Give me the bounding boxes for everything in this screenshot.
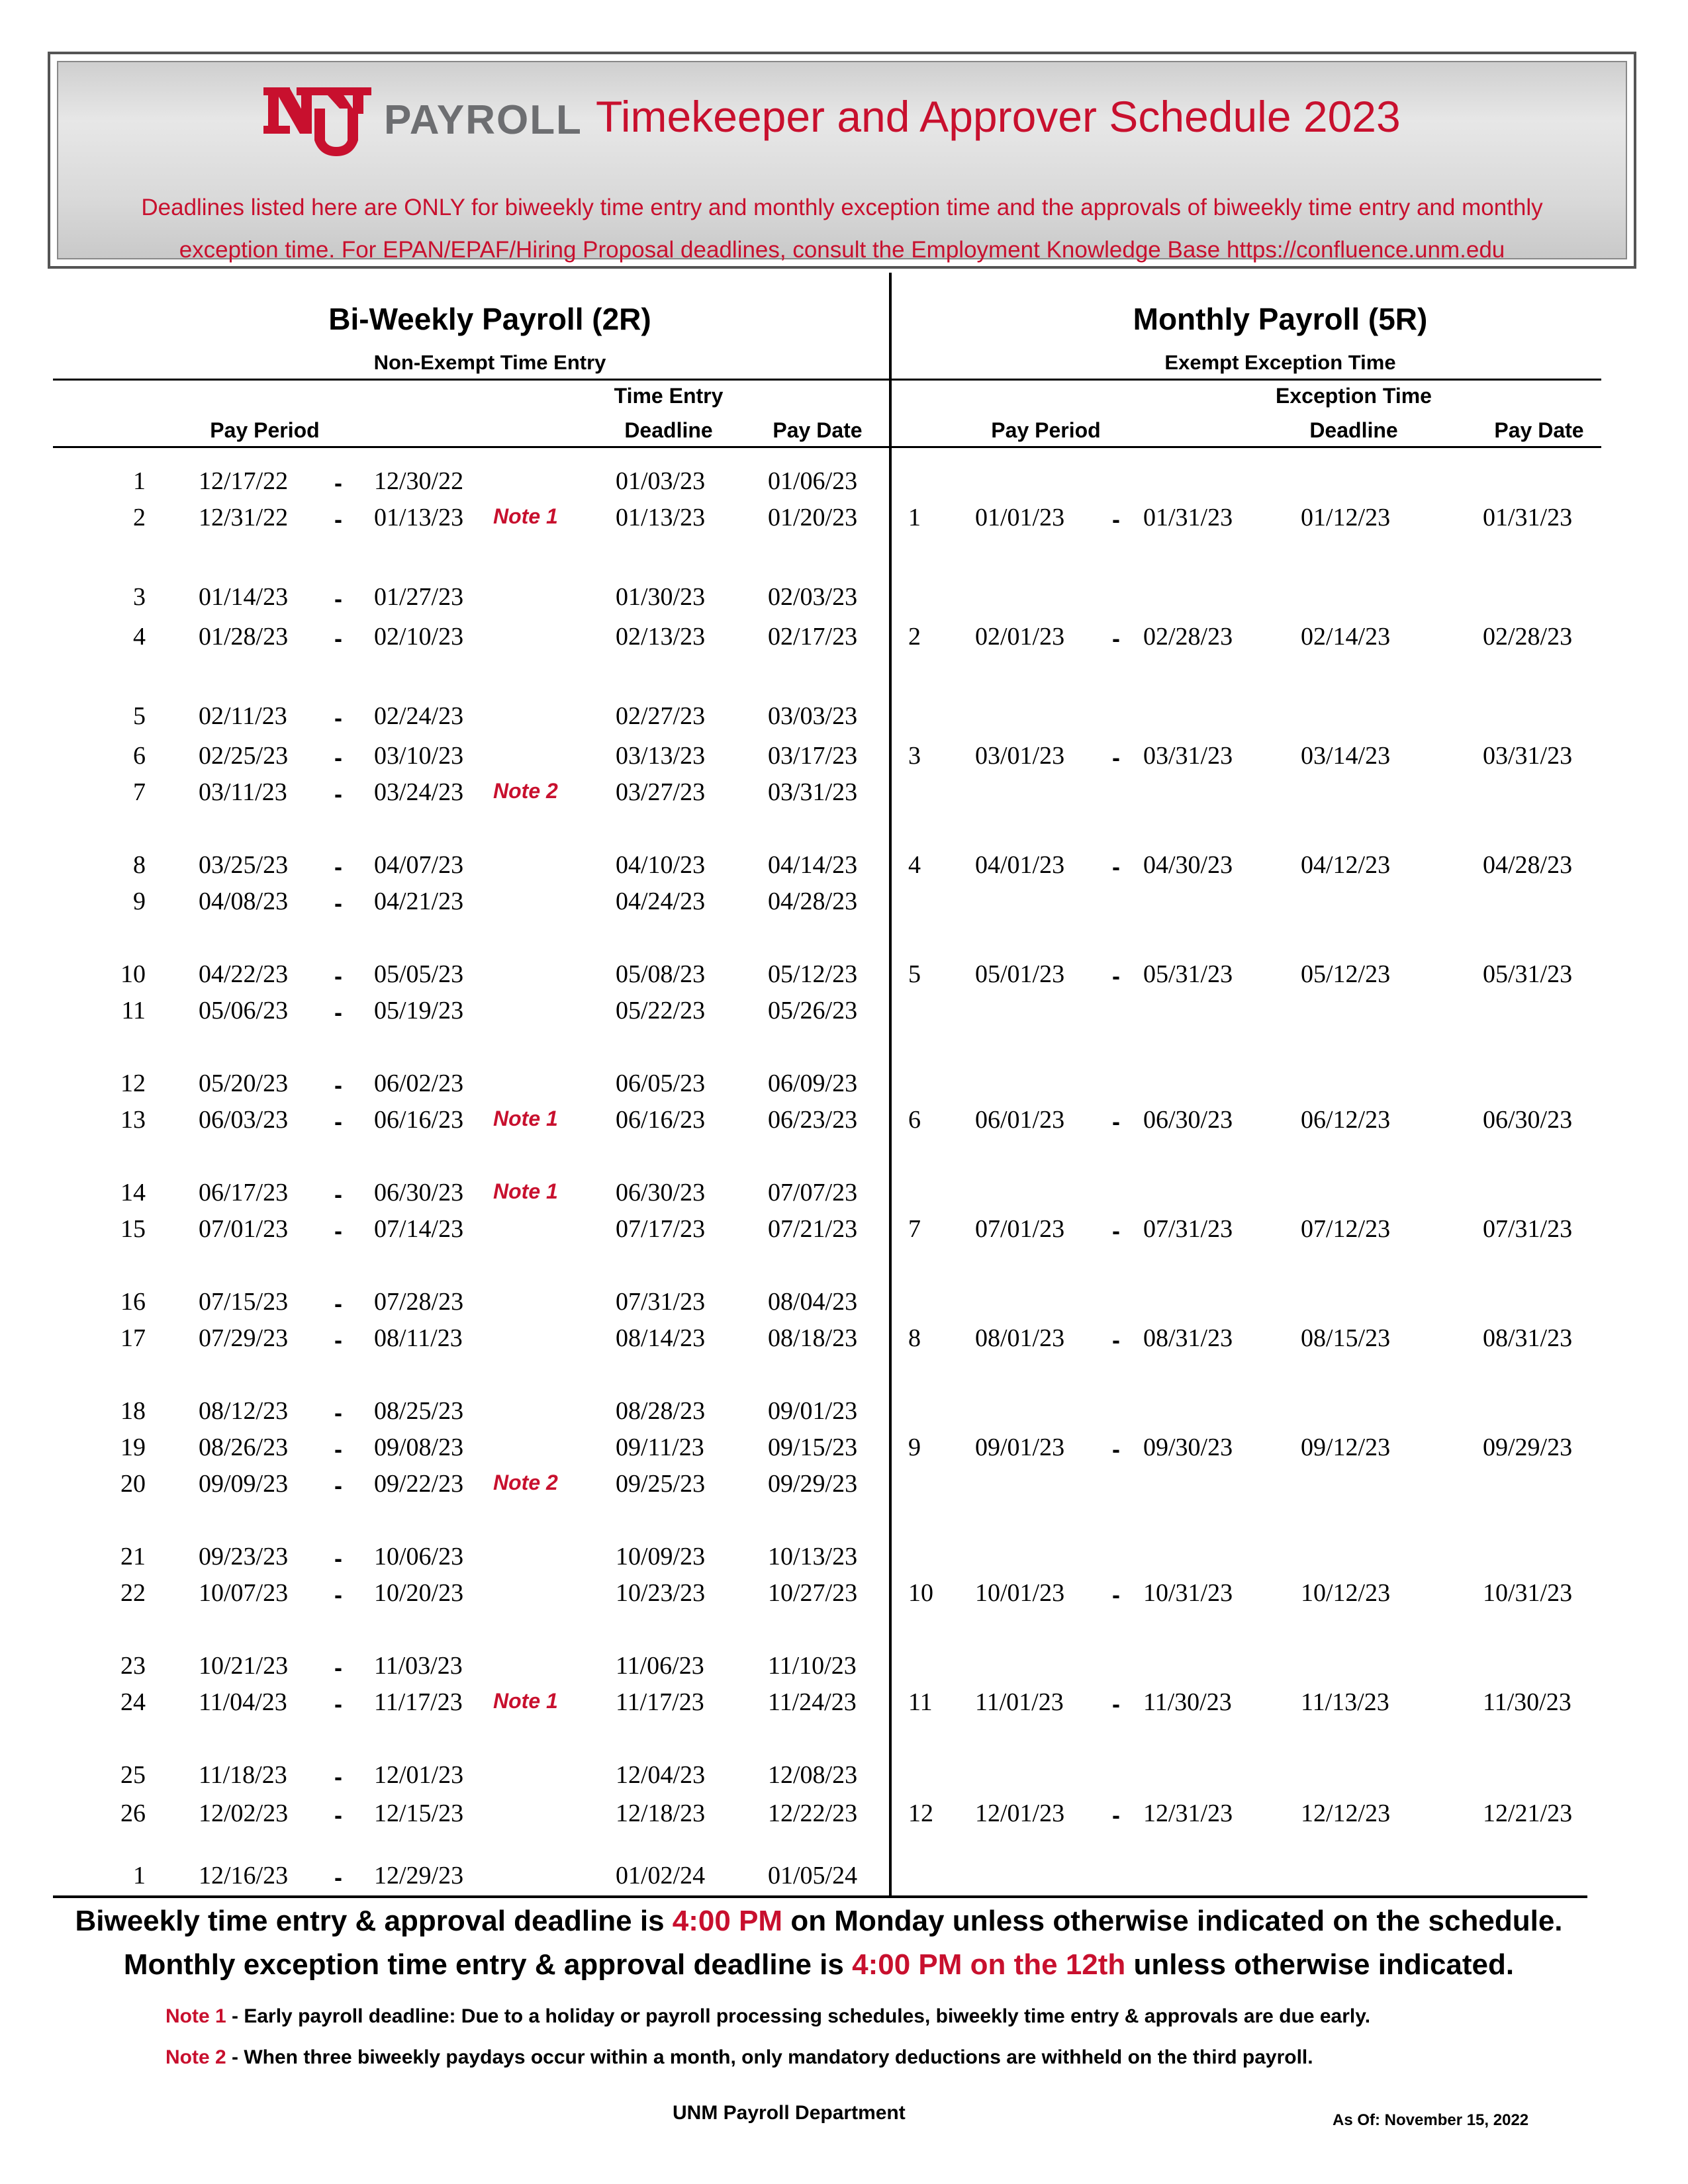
monthly-period-start: 06/01/23 <box>975 1106 1065 1134</box>
biweekly-pay-date: 08/18/23 <box>768 1324 858 1352</box>
monthly-deadline: 09/12/23 <box>1301 1433 1391 1461</box>
biweekly-period-end: 07/28/23 <box>374 1288 464 1316</box>
biweekly-row-number: 18 <box>120 1397 146 1425</box>
biweekly-row-number: 14 <box>120 1179 146 1206</box>
department-label: UNM Payroll Department <box>673 2102 906 2124</box>
monthly-period-end: 12/31/23 <box>1143 1799 1233 1827</box>
monthly-deadline: 12/12/23 <box>1301 1799 1391 1827</box>
biweekly-deadline: 10/09/23 <box>616 1543 706 1570</box>
monthly-deadline: 01/12/23 <box>1301 504 1391 531</box>
biweekly-period-end: 08/11/23 <box>374 1324 463 1352</box>
monthly-row-number: 2 <box>908 623 921 651</box>
biweekly-row-number: 25 <box>120 1761 146 1789</box>
biweekly-col-pay-period: Pay Period <box>210 418 320 442</box>
monthly-period-dash: - <box>1112 1801 1120 1829</box>
biweekly-period-dash: - <box>334 1071 342 1099</box>
monthly-row-number: 8 <box>908 1324 921 1352</box>
monthly-deadline: 06/12/23 <box>1301 1106 1391 1134</box>
biweekly-period-start: 07/29/23 <box>199 1324 289 1352</box>
biweekly-period-dash: - <box>334 1690 342 1717</box>
monthly-col-deadline-line2: Deadline <box>1309 418 1398 442</box>
monthly-period-dash: - <box>1112 1108 1120 1135</box>
monthly-row-number: 9 <box>908 1433 921 1461</box>
monthly-period-end: 04/30/23 <box>1143 851 1233 879</box>
biweekly-period-dash: - <box>334 625 342 652</box>
footer-monthly-deadline: Monthly exception time entry & approval deadline is 4:00 PM on the 12th unless otherwise indicated. <box>123 1948 1515 1981</box>
biweekly-period-end: 04/21/23 <box>374 887 464 915</box>
biweekly-period-dash: - <box>334 744 342 771</box>
biweekly-period-end: 03/10/23 <box>374 742 464 770</box>
biweekly-period-start: 02/25/23 <box>199 742 289 770</box>
biweekly-period-dash: - <box>334 889 342 917</box>
biweekly-period-start: 08/26/23 <box>199 1433 289 1461</box>
monthly-row-number: 12 <box>908 1799 933 1827</box>
biweekly-period-dash: - <box>334 1472 342 1499</box>
biweekly-note-ref: Note 1 <box>493 1107 558 1130</box>
biweekly-col-deadline-line2: Deadline <box>624 418 713 442</box>
biweekly-period-dash: - <box>334 704 342 731</box>
monthly-period-dash: - <box>1112 1581 1120 1608</box>
biweekly-deadline: 12/04/23 <box>616 1761 706 1789</box>
biweekly-deadline: 12/18/23 <box>616 1799 706 1827</box>
monthly-row-number: 10 <box>908 1579 933 1607</box>
biweekly-period-dash: - <box>334 1399 342 1426</box>
biweekly-col-pay-date: Pay Date <box>773 418 863 442</box>
biweekly-period-end: 08/25/23 <box>374 1397 464 1425</box>
biweekly-period-dash: - <box>334 585 342 612</box>
biweekly-row-number: 17 <box>120 1324 146 1352</box>
monthly-period-end: 09/30/23 <box>1143 1433 1233 1461</box>
monthly-period-dash: - <box>1112 625 1120 652</box>
footnote-1: Note 1 - Early payroll deadline: Due to a holiday or payroll processing schedules, biweekly time entry & approvals are due early. <box>165 2005 1371 2027</box>
biweekly-period-start: 12/16/23 <box>199 1862 289 1889</box>
monthly-period-start: 01/01/23 <box>975 504 1065 531</box>
biweekly-period-end: 09/08/23 <box>374 1433 464 1461</box>
biweekly-pay-date: 12/22/23 <box>768 1799 858 1827</box>
biweekly-pay-date: 04/14/23 <box>768 851 858 879</box>
biweekly-period-end: 12/15/23 <box>374 1799 464 1827</box>
biweekly-pay-date: 10/27/23 <box>768 1579 858 1607</box>
biweekly-period-start: 10/07/23 <box>199 1579 289 1607</box>
as-of-date: As Of: November 15, 2022 <box>1333 2111 1529 2129</box>
monthly-period-end: 02/28/23 <box>1143 623 1233 651</box>
biweekly-deadline: 04/10/23 <box>616 851 706 879</box>
biweekly-subtitle: Non-Exempt Time Entry <box>373 351 606 374</box>
biweekly-pay-date: 02/17/23 <box>768 623 858 651</box>
biweekly-deadline: 05/08/23 <box>616 960 706 988</box>
biweekly-row-number: 16 <box>120 1288 146 1316</box>
biweekly-period-dash: - <box>334 962 342 989</box>
biweekly-pay-date: 09/15/23 <box>768 1433 858 1461</box>
biweekly-row-number: 13 <box>120 1106 146 1134</box>
biweekly-period-start: 04/08/23 <box>199 887 289 915</box>
monthly-period-start: 02/01/23 <box>975 623 1065 651</box>
monthly-deadline: 03/14/23 <box>1301 742 1391 770</box>
biweekly-row-number: 26 <box>120 1799 146 1827</box>
biweekly-title: Bi-Weekly Payroll (2R) <box>328 302 651 336</box>
biweekly-row-number: 10 <box>120 960 146 988</box>
biweekly-period-start: 06/17/23 <box>199 1179 289 1206</box>
biweekly-pay-date: 11/10/23 <box>768 1652 857 1680</box>
biweekly-pay-date: 01/05/24 <box>768 1862 858 1889</box>
biweekly-period-dash: - <box>334 780 342 807</box>
biweekly-period-dash: - <box>334 469 342 496</box>
biweekly-note-ref: Note 1 <box>493 1689 558 1713</box>
biweekly-pay-date: 03/17/23 <box>768 742 858 770</box>
monthly-col-pay-date: Pay Date <box>1494 418 1584 442</box>
biweekly-pay-date: 05/12/23 <box>768 960 858 988</box>
biweekly-col-deadline-line1: Time Entry <box>614 384 724 408</box>
monthly-period-start: 10/01/23 <box>975 1579 1065 1607</box>
biweekly-pay-date: 01/06/23 <box>768 467 858 495</box>
biweekly-deadline: 01/02/24 <box>616 1862 706 1889</box>
biweekly-pay-date: 04/28/23 <box>768 887 858 915</box>
biweekly-pay-date: 07/21/23 <box>768 1215 858 1243</box>
monthly-period-end: 07/31/23 <box>1143 1215 1233 1243</box>
monthly-row-number: 6 <box>908 1106 921 1134</box>
biweekly-pay-date: 03/03/23 <box>768 702 858 730</box>
monthly-row-number: 4 <box>908 851 921 879</box>
biweekly-period-start: 05/20/23 <box>199 1069 289 1097</box>
monthly-pay-date: 09/29/23 <box>1483 1433 1573 1461</box>
biweekly-row-number: 4 <box>133 623 146 651</box>
monthly-pay-date: 02/28/23 <box>1483 623 1573 651</box>
biweekly-period-dash: - <box>334 1864 342 1891</box>
header-note <box>98 187 1586 271</box>
header-banner-inner <box>57 61 1627 263</box>
monthly-period-start: 11/01/23 <box>975 1688 1064 1716</box>
biweekly-period-start: 02/11/23 <box>199 702 287 730</box>
monthly-pay-date: 08/31/23 <box>1483 1324 1573 1352</box>
biweekly-row-number: 12 <box>120 1069 146 1097</box>
monthly-subtitle-rule <box>892 379 1601 381</box>
biweekly-deadline: 07/17/23 <box>616 1215 706 1243</box>
biweekly-row-number: 9 <box>133 887 146 915</box>
monthly-row-number: 3 <box>908 742 921 770</box>
biweekly-period-end: 06/02/23 <box>374 1069 464 1097</box>
biweekly-period-start: 11/04/23 <box>199 1688 287 1716</box>
biweekly-period-end: 01/13/23 <box>374 504 464 531</box>
monthly-period-end: 01/31/23 <box>1143 504 1233 531</box>
monthly-header-rule <box>892 446 1601 448</box>
biweekly-pay-date: 03/31/23 <box>768 778 858 806</box>
biweekly-deadline: 09/25/23 <box>616 1470 706 1498</box>
biweekly-row-number: 19 <box>120 1433 146 1461</box>
biweekly-period-end: 07/14/23 <box>374 1215 464 1243</box>
biweekly-period-dash: - <box>334 1290 342 1317</box>
biweekly-pay-date: 10/13/23 <box>768 1543 858 1570</box>
biweekly-deadline: 01/30/23 <box>616 583 706 611</box>
header-note-line1: Deadlines listed here are ONLY for biweekly time entry and monthly exception time and the approvals of biweekly time entry and monthly <box>141 195 1543 220</box>
biweekly-pay-date: 05/26/23 <box>768 997 858 1024</box>
biweekly-subtitle-rule <box>53 379 889 381</box>
monthly-pay-date: 06/30/23 <box>1483 1106 1573 1134</box>
monthly-period-dash: - <box>1112 853 1120 880</box>
footer-biweekly-deadline: Biweekly time entry & approval deadline is 4:00 PM on Monday unless otherwise indicated on the schedule. <box>75 1905 1563 1937</box>
biweekly-pay-date: 09/29/23 <box>768 1470 858 1498</box>
biweekly-row-number: 20 <box>120 1470 146 1498</box>
monthly-subtitle: Exempt Exception Time <box>1164 351 1396 374</box>
biweekly-period-start: 03/11/23 <box>199 778 287 806</box>
biweekly-note-ref: Note 2 <box>493 779 558 803</box>
biweekly-row-number: 3 <box>133 583 146 611</box>
biweekly-period-end: 09/22/23 <box>374 1470 464 1498</box>
biweekly-period-end: 05/05/23 <box>374 960 464 988</box>
biweekly-period-start: 04/22/23 <box>199 960 289 988</box>
biweekly-pay-date: 08/04/23 <box>768 1288 858 1316</box>
biweekly-period-start: 10/21/23 <box>199 1652 289 1680</box>
biweekly-deadline: 02/27/23 <box>616 702 706 730</box>
table-bottom-rule <box>53 1895 1587 1898</box>
biweekly-row-number: 24 <box>120 1688 146 1716</box>
monthly-period-dash: - <box>1112 506 1120 533</box>
biweekly-period-dash: - <box>334 1217 342 1244</box>
biweekly-period-dash: - <box>334 853 342 880</box>
biweekly-period-end: 01/27/23 <box>374 583 464 611</box>
biweekly-period-end: 05/19/23 <box>374 997 464 1024</box>
biweekly-period-end: 03/24/23 <box>374 778 464 806</box>
biweekly-header-rule <box>53 446 889 448</box>
biweekly-row-number: 11 <box>121 997 146 1024</box>
biweekly-pay-date: 07/07/23 <box>768 1179 858 1206</box>
monthly-deadline: 11/13/23 <box>1301 1688 1389 1716</box>
biweekly-period-dash: - <box>334 1435 342 1463</box>
payroll-logo-text: PAYROLL <box>384 97 583 143</box>
biweekly-period-start: 11/18/23 <box>199 1761 287 1789</box>
header-banner <box>48 52 1636 269</box>
biweekly-period-start: 12/31/22 <box>199 504 289 531</box>
footnote-2: Note 2 - When three biweekly paydays occur within a month, only mandatory deductions are withheld on the third payroll. <box>165 2046 1313 2068</box>
monthly-deadline: 10/12/23 <box>1301 1579 1391 1607</box>
monthly-row-number: 5 <box>908 960 921 988</box>
biweekly-period-end: 10/20/23 <box>374 1579 464 1607</box>
biweekly-period-end: 12/30/22 <box>374 467 464 495</box>
biweekly-row-number: 2 <box>133 504 146 531</box>
monthly-deadline: 02/14/23 <box>1301 623 1391 651</box>
monthly-col-pay-period: Pay Period <box>991 418 1101 442</box>
biweekly-period-start: 12/17/22 <box>199 467 289 495</box>
biweekly-period-start: 12/02/23 <box>199 1799 289 1827</box>
biweekly-pay-date: 06/09/23 <box>768 1069 858 1097</box>
biweekly-deadline: 09/11/23 <box>616 1433 704 1461</box>
monthly-deadline: 08/15/23 <box>1301 1324 1391 1352</box>
biweekly-pay-date: 01/20/23 <box>768 504 858 531</box>
monthly-row-number: 11 <box>908 1688 933 1716</box>
biweekly-row-number: 8 <box>133 851 146 879</box>
monthly-period-end: 06/30/23 <box>1143 1106 1233 1134</box>
biweekly-deadline: 04/24/23 <box>616 887 706 915</box>
biweekly-period-start: 01/28/23 <box>199 623 289 651</box>
biweekly-period-dash: - <box>334 1654 342 1681</box>
biweekly-period-dash: - <box>334 1581 342 1608</box>
monthly-period-end: 11/30/23 <box>1143 1688 1232 1716</box>
biweekly-period-dash: - <box>334 1326 342 1353</box>
monthly-pay-date: 12/21/23 <box>1483 1799 1573 1827</box>
footnote-2-label: Note 2 <box>165 2046 226 2068</box>
monthly-row-number: 7 <box>908 1215 921 1243</box>
monthly-title: Monthly Payroll (5R) <box>1133 302 1428 336</box>
biweekly-period-start: 06/03/23 <box>199 1106 289 1134</box>
biweekly-deadline: 01/03/23 <box>616 467 706 495</box>
monthly-col-deadline-line1: Exception Time <box>1276 384 1432 408</box>
biweekly-deadline: 03/27/23 <box>616 778 706 806</box>
biweekly-deadline: 11/06/23 <box>616 1652 704 1680</box>
biweekly-note-ref: Note 1 <box>493 504 558 528</box>
monthly-period-dash: - <box>1112 744 1120 771</box>
monthly-pay-date: 10/31/23 <box>1483 1579 1573 1607</box>
biweekly-period-end: 04/07/23 <box>374 851 464 879</box>
monthly-period-start: 12/01/23 <box>975 1799 1065 1827</box>
biweekly-row-number: 5 <box>133 702 146 730</box>
biweekly-deadline: 08/28/23 <box>616 1397 706 1425</box>
biweekly-period-end: 10/06/23 <box>374 1543 464 1570</box>
biweekly-deadline: 06/30/23 <box>616 1179 706 1206</box>
monthly-period-start: 07/01/23 <box>975 1215 1065 1243</box>
monthly-pay-date: 05/31/23 <box>1483 960 1573 988</box>
biweekly-row-number: 15 <box>120 1215 146 1243</box>
biweekly-note-ref: Note 1 <box>493 1179 558 1203</box>
monthly-period-end: 03/31/23 <box>1143 742 1233 770</box>
biweekly-period-start: 08/12/23 <box>199 1397 289 1425</box>
footnote-1-label: Note 1 <box>165 2005 226 2027</box>
biweekly-deadline: 06/16/23 <box>616 1106 706 1134</box>
biweekly-deadline: 06/05/23 <box>616 1069 706 1097</box>
biweekly-pay-date: 06/23/23 <box>768 1106 858 1134</box>
biweekly-row-number: 21 <box>120 1543 146 1570</box>
monthly-pay-date: 11/30/23 <box>1483 1688 1571 1716</box>
monthly-period-end: 10/31/23 <box>1143 1579 1233 1607</box>
biweekly-period-start: 09/23/23 <box>199 1543 289 1570</box>
biweekly-period-end: 02/10/23 <box>374 623 464 651</box>
biweekly-period-dash: - <box>334 1108 342 1135</box>
monthly-period-start: 09/01/23 <box>975 1433 1065 1461</box>
biweekly-pay-date: 12/08/23 <box>768 1761 858 1789</box>
biweekly-pay-date: 11/24/23 <box>768 1688 857 1716</box>
biweekly-deadline: 05/22/23 <box>616 997 706 1024</box>
biweekly-pay-date: 09/01/23 <box>768 1397 858 1425</box>
biweekly-period-start: 01/14/23 <box>199 583 289 611</box>
biweekly-period-start: 07/01/23 <box>199 1215 289 1243</box>
biweekly-period-start: 07/15/23 <box>199 1288 289 1316</box>
monthly-period-end: 05/31/23 <box>1143 960 1233 988</box>
biweekly-period-end: 06/30/23 <box>374 1179 464 1206</box>
biweekly-deadline: 08/14/23 <box>616 1324 706 1352</box>
monthly-deadline: 05/12/23 <box>1301 960 1391 988</box>
monthly-pay-date: 01/31/23 <box>1483 504 1573 531</box>
biweekly-note-ref: Note 2 <box>493 1471 558 1494</box>
monthly-period-end: 08/31/23 <box>1143 1324 1233 1352</box>
monthly-deadline: 07/12/23 <box>1301 1215 1391 1243</box>
monthly-period-dash: - <box>1112 1690 1120 1717</box>
biweekly-row-number: 7 <box>133 778 146 806</box>
biweekly-deadline: 11/17/23 <box>616 1688 704 1716</box>
monthly-period-start: 04/01/23 <box>975 851 1065 879</box>
biweekly-period-start: 05/06/23 <box>199 997 289 1024</box>
monthly-deadline: 04/12/23 <box>1301 851 1391 879</box>
monthly-pay-date: 04/28/23 <box>1483 851 1573 879</box>
biweekly-period-dash: - <box>334 1181 342 1208</box>
biweekly-row-number: 23 <box>120 1652 146 1680</box>
biweekly-period-end: 12/29/23 <box>374 1862 464 1889</box>
biweekly-row-number: 1 <box>133 1862 146 1889</box>
biweekly-period-dash: - <box>334 1801 342 1829</box>
monthly-pay-date: 07/31/23 <box>1483 1215 1573 1243</box>
biweekly-deadline: 07/31/23 <box>616 1288 706 1316</box>
monthly-period-dash: - <box>1112 1326 1120 1353</box>
monthly-period-start: 03/01/23 <box>975 742 1065 770</box>
biweekly-period-dash: - <box>334 1545 342 1572</box>
biweekly-row-number: 1 <box>133 467 146 495</box>
biweekly-period-end: 11/03/23 <box>374 1652 463 1680</box>
header-note-line2: exception time. For EPAN/EPAF/Hiring Proposal deadlines, consult the Employment Knowledge Base https://confluence.unm.edu <box>179 237 1505 263</box>
monthly-period-start: 08/01/23 <box>975 1324 1065 1352</box>
biweekly-period-start: 03/25/23 <box>199 851 289 879</box>
biweekly-period-dash: - <box>334 999 342 1026</box>
page-title: Timekeeper and Approver Schedule 2023 <box>596 92 1401 141</box>
biweekly-deadline: 01/13/23 <box>616 504 706 531</box>
biweekly-row-number: 6 <box>133 742 146 770</box>
biweekly-period-end: 06/16/23 <box>374 1106 464 1134</box>
monthly-row-number: 1 <box>908 504 921 531</box>
column-divider <box>889 273 892 1895</box>
biweekly-row-number: 22 <box>120 1579 146 1607</box>
biweekly-deadline: 02/13/23 <box>616 623 706 651</box>
monthly-period-dash: - <box>1112 962 1120 989</box>
biweekly-deadline: 03/13/23 <box>616 742 706 770</box>
biweekly-deadline: 10/23/23 <box>616 1579 706 1607</box>
monthly-period-dash: - <box>1112 1435 1120 1463</box>
biweekly-period-end: 12/01/23 <box>374 1761 464 1789</box>
biweekly-period-start: 09/09/23 <box>199 1470 289 1498</box>
biweekly-period-dash: - <box>334 506 342 533</box>
unm-logo-icon <box>260 82 373 161</box>
monthly-period-dash: - <box>1112 1217 1120 1244</box>
biweekly-period-end: 11/17/23 <box>374 1688 463 1716</box>
monthly-pay-date: 03/31/23 <box>1483 742 1573 770</box>
monthly-period-start: 05/01/23 <box>975 960 1065 988</box>
biweekly-period-dash: - <box>334 1763 342 1790</box>
biweekly-period-end: 02/24/23 <box>374 702 464 730</box>
biweekly-pay-date: 02/03/23 <box>768 583 858 611</box>
